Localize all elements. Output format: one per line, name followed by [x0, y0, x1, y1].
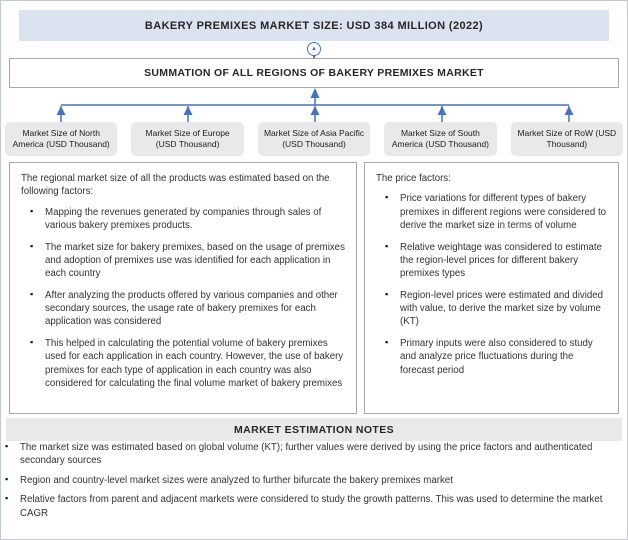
region-box-south-america [384, 122, 496, 156]
summation-box-title: SUMMATION OF ALL REGIONS OF BAKERY PREMIXES MARKET [144, 67, 484, 79]
methodology-panels [9, 162, 619, 414]
region-box-europe [131, 122, 243, 156]
region-box-asia-pacific [258, 122, 370, 156]
price-factors-bullets [376, 192, 607, 377]
region-box-row [511, 122, 623, 156]
region-label: Market Size of Europe (USD Thousand) [145, 127, 230, 149]
regional-methodology-intro: The regional market size of all the products was estimated based on the following factors: [21, 173, 330, 198]
banner-summation-connector [1, 41, 627, 58]
aggregation-connector [1, 88, 628, 122]
region-boxes-row [1, 122, 627, 156]
market-size-banner-title: BAKERY PREMIXES MARKET SIZE: USD 384 MILLION (2022) [144, 19, 484, 32]
bullet-item: ▪ Price variations for different types of bakery premixes in different regions were considered to derive the market size in terms of volume [385, 192, 607, 232]
region-label: Market Size of Asia Pacific (USD Thousand) [263, 127, 365, 149]
price-factors-panel [364, 162, 619, 414]
note-item: ▪ Region and country-level market sizes were analyzed to further bifurcate the bakery premixes market [5, 474, 627, 487]
market-estimation-notes-header [6, 418, 622, 441]
bullet-item: ▪ The market size for bakery premixes, based on the usage of premixes and adoption of premixes use was identified for each application in each country [30, 241, 345, 281]
regional-methodology-panel [9, 162, 357, 414]
bullet-item: ▪ After analyzing the products offered by various companies and other secondary sources, the usage rate of bakery premixes for each application was considered [30, 289, 345, 329]
bullet-item: ▪ Primary inputs were also considered to study and analyze price fluctuations during the forecast period [385, 337, 607, 377]
bullet-item: ▪ Region-level prices were estimated and divided with value, to derive the market size by volume (KT) [385, 289, 607, 329]
region-label: Market Size of North America (USD Thousand) [12, 127, 110, 149]
up-triangle-icon: ▲ [311, 46, 317, 52]
bullet-item: ▪ This helped in calculating the potential volume of bakery premixes used for each application in each country. However, the use of bakery premixes for each type of application in each country was also considered for calculating the final volume market of bakery premixes [30, 337, 345, 391]
region-label: Market Size of RoW (USD Thousand) [517, 127, 617, 149]
bullet-item: ▪ Mapping the revenues generated by companies through sales of various bakery premixes products. [30, 206, 345, 233]
up-arrow-icon [311, 88, 320, 98]
region-box-north-america [5, 122, 117, 156]
market-estimation-notes-title: MARKET ESTIMATION NOTES [233, 423, 395, 436]
note-item: ▪ Relative factors from parent and adjacent markets were considered to study the growth patterns. This was used to determine the market CAGR [5, 493, 627, 520]
region-label: Market Size of South America (USD Thousand) [391, 127, 489, 149]
note-item: ▪ The market size was estimated based on global volume (KT); further values were derived by using the price factors and authenticated secondary sources [5, 441, 627, 468]
regional-methodology-bullets [21, 206, 345, 391]
circled-up-arrow-icon [307, 42, 321, 56]
up-arrow-icon [311, 106, 320, 115]
up-arrow-icon [184, 106, 193, 115]
price-factors-intro: The price factors: [376, 173, 451, 184]
up-arrow-icon [57, 106, 66, 115]
bullet-item: ▪ Relative weightage was considered to estimate the region-level prices for different bakery premixes types [385, 241, 607, 281]
market-estimation-notes-list [1, 441, 627, 520]
up-arrow-icon [438, 106, 447, 115]
summation-box [9, 58, 619, 88]
up-arrow-icon [565, 106, 574, 115]
market-size-banner [19, 10, 609, 41]
